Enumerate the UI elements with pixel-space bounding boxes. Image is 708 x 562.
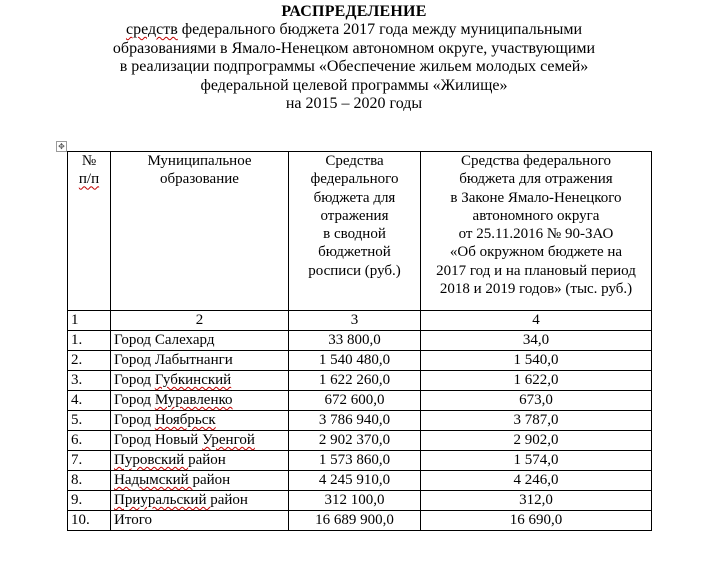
header-thousand-line: «Об окружном бюджете на [449, 244, 623, 261]
heading-line-2: образованиями в Ямало-Ненецком автономном округе, участвующими [112, 39, 596, 57]
header-thousand-line: 2017 год и на плановый период [436, 262, 636, 279]
header-thousand-line: автономного округа [472, 207, 600, 224]
municipality-word: Город [114, 332, 155, 348]
municipality-word: Город [114, 432, 155, 448]
row-thousand-cell: 4 246,0 [421, 471, 652, 491]
row-number-cell: 8. [68, 471, 111, 491]
row-municipality-cell [111, 431, 289, 451]
heading-line-4: федеральной целевой программы «Жилище» [200, 76, 508, 94]
header-rub-cell [289, 152, 421, 311]
row-rub-cell: 1 622 260,0 [289, 371, 421, 391]
table-row [68, 491, 652, 511]
municipality-word: Уренгой [202, 432, 255, 448]
municipality-word: Город [114, 372, 155, 388]
municipality-word: Лабытнанги [154, 352, 233, 368]
row-number-cell: 7. [68, 451, 111, 471]
document-heading [0, 0, 708, 114]
row-municipality-cell [111, 491, 289, 511]
row-thousand-cell: 1 574,0 [421, 451, 652, 471]
row-municipality-cell [111, 351, 289, 371]
row-rub-cell: 16 689 900,0 [289, 511, 421, 531]
table-row [68, 411, 652, 431]
municipality-word: Муравленко [154, 392, 233, 408]
row-rub-cell: 2 902 370,0 [289, 431, 421, 451]
header-rub-line: федерального [310, 171, 399, 188]
heading-line-1-rest: федерального бюджета 2017 года между муниципальными [177, 21, 582, 38]
column-number: 4 [421, 311, 652, 331]
municipality-word: район [192, 472, 231, 488]
row-number-cell: 10. [68, 511, 111, 531]
municipality-word: Пуровский [114, 452, 189, 468]
municipality-word: Итого [114, 512, 152, 528]
row-number-cell: 4. [68, 391, 111, 411]
table-row [68, 391, 652, 411]
row-thousand-cell: 312,0 [421, 491, 652, 511]
column-number: 1 [68, 311, 111, 331]
table-body [68, 331, 652, 531]
municipality-word: Надымский [114, 472, 193, 488]
row-number-cell: 1. [68, 331, 111, 351]
header-thousand-line: в Законе Ямало-Ненецкого [450, 189, 622, 206]
table-row [68, 451, 652, 471]
row-number-cell: 6. [68, 431, 111, 451]
row-municipality-cell [111, 471, 289, 491]
header-number-line: п/п [78, 171, 100, 188]
row-thousand-cell: 2 902,0 [421, 431, 652, 451]
row-number-cell: 9. [68, 491, 111, 511]
budget-table [67, 151, 652, 531]
header-number-cell [68, 152, 111, 311]
municipality-word: Город [114, 392, 155, 408]
row-rub-cell: 3 786 940,0 [289, 411, 421, 431]
column-number: 2 [111, 311, 289, 331]
municipality-word: Губкинский [154, 372, 232, 388]
header-thousand-line: от 25.11.2016 № 90-ЗАО [458, 226, 614, 243]
municipality-word: Город [114, 412, 155, 428]
row-thousand-cell: 34,0 [421, 331, 652, 351]
heading-line-1-word: средств [125, 21, 178, 38]
row-rub-cell: 312 100,0 [289, 491, 421, 511]
move-cross-icon[interactable]: ✥ [56, 141, 67, 152]
table-row [68, 351, 652, 371]
header-rub-line: росписи (руб.) [308, 262, 401, 279]
header-municipality-line: образование [160, 171, 239, 188]
row-municipality-cell [111, 331, 289, 351]
row-municipality-cell [111, 371, 289, 391]
row-municipality-cell [111, 391, 289, 411]
row-number-cell: 5. [68, 411, 111, 431]
table-row [68, 471, 652, 491]
header-rub-line: бюджетной [318, 244, 391, 261]
row-rub-cell: 33 800,0 [289, 331, 421, 351]
row-municipality-cell [111, 411, 289, 431]
row-rub-cell: 672 600,0 [289, 391, 421, 411]
header-rub-line: Средства [325, 153, 384, 169]
heading-line-3: в реализации подпрограммы «Обеспечение жильем молодых семей» [119, 58, 589, 76]
column-number: 3 [289, 311, 421, 331]
header-municipality-cell [111, 152, 289, 311]
municipality-word: Приуральский [114, 492, 211, 508]
municipality-word: Город [114, 352, 155, 368]
header-municipality-line: Муниципальное [147, 153, 252, 169]
heading-line-5: на 2015 – 2020 годы [285, 95, 423, 113]
row-municipality-cell [111, 451, 289, 471]
header-number-line: № [81, 153, 97, 169]
document-title: РАСПРЕДЕЛЕНИЕ [281, 3, 427, 20]
heading-line-1 [0, 21, 708, 40]
row-thousand-cell: 3 787,0 [421, 411, 652, 431]
row-number-cell: 3. [68, 371, 111, 391]
municipality-word: район [188, 452, 226, 468]
header-thousand-line: бюджета для отражения [459, 171, 613, 188]
municipality-word: Ноябрьск [154, 412, 216, 428]
row-thousand-cell: 1 540,0 [421, 351, 652, 371]
header-rub-line: отражения [320, 207, 389, 224]
header-rub-line: бюджета для [313, 189, 396, 206]
municipality-word: Новый [154, 432, 203, 448]
row-rub-cell: 1 573 860,0 [289, 451, 421, 471]
table-header-row [68, 152, 652, 311]
table-row [68, 511, 652, 531]
table-row [68, 331, 652, 351]
header-thousand-line: 2018 и 2019 годов» (тыс. руб.) [439, 281, 633, 298]
row-rub-cell: 1 540 480,0 [289, 351, 421, 371]
table-row [68, 431, 652, 451]
row-municipality-cell [111, 511, 289, 531]
municipality-word: Салехард [154, 332, 215, 348]
row-thousand-cell: 1 622,0 [421, 371, 652, 391]
header-thousand-cell [421, 152, 652, 311]
row-number-cell: 2. [68, 351, 111, 371]
row-rub-cell: 4 245 910,0 [289, 471, 421, 491]
row-thousand-cell: 673,0 [421, 391, 652, 411]
municipality-word: район [210, 492, 248, 508]
row-thousand-cell: 16 690,0 [421, 511, 652, 531]
column-numbers-row [68, 311, 652, 331]
table-row [68, 371, 652, 391]
header-thousand-line: Средства федерального [461, 153, 611, 169]
header-rub-line: в сводной [323, 226, 386, 243]
